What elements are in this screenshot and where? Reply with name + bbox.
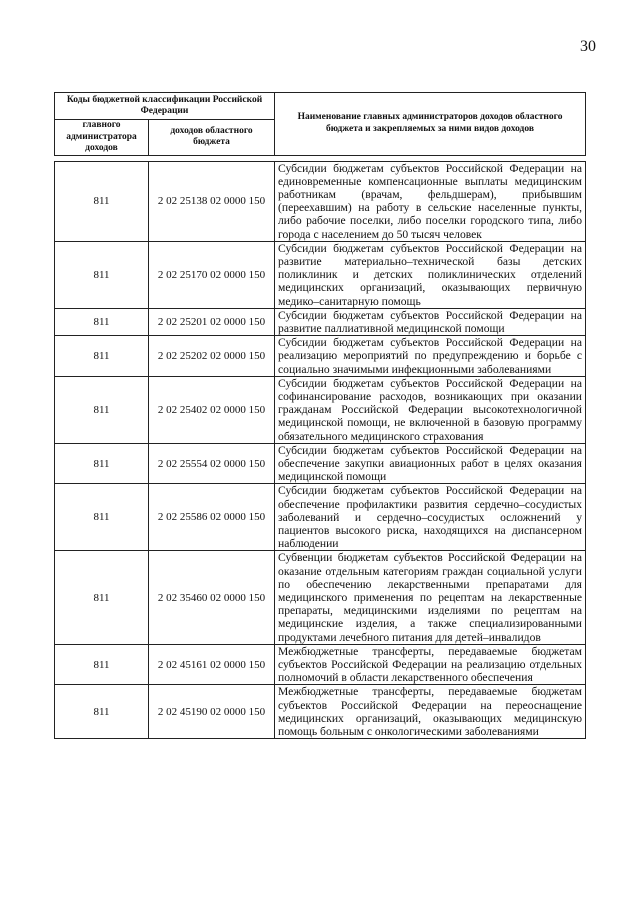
income-code-cell: 2 02 25138 02 0000 150 [149,161,275,241]
income-name-cell: Субсидии бюджетам субъектов Российской Федерации на обеспечение закупки авиационных работ в целях оказания медицинской помощи [275,443,586,484]
header-regional-income: доходов областного бюджета [149,120,275,156]
header-admin-name: Наименование главных администраторов доходов областного бюджета и закрепляемых за ними видов доходов [275,93,586,156]
table-row [55,685,586,739]
table-body [55,161,586,739]
income-code-cell: 2 02 25586 02 0000 150 [149,484,275,551]
table-row [55,161,586,241]
income-code-cell: 2 02 45161 02 0000 150 [149,644,275,685]
header-main-admin: главного администратора доходов [55,120,149,156]
admin-code-cell: 811 [55,241,149,308]
table-row [55,241,586,308]
income-code-cell: 2 02 25170 02 0000 150 [149,241,275,308]
header-codes-group: Коды бюджетной классификации Российской Федерации [55,93,275,120]
admin-code-cell: 811 [55,484,149,551]
table-row [55,484,586,551]
admin-code-cell: 811 [55,336,149,377]
income-name-cell: Субсидии бюджетам субъектов Российской Федерации на реализацию мероприятий по предупреждению и борьбе с социально значимыми инфекционными заболеваниями [275,336,586,377]
income-code-cell: 2 02 35460 02 0000 150 [149,551,275,644]
income-code-cell: 2 02 25202 02 0000 150 [149,336,275,377]
income-code-cell: 2 02 45190 02 0000 150 [149,685,275,739]
income-name-cell: Субсидии бюджетам субъектов Российской Федерации на развитие материально–технической базы детских поликлиник и детских поликлинических отделений медицинских организаций, оказывающих первичную медико–санитарную помощь [275,241,586,308]
admin-code-cell: 811 [55,551,149,644]
income-name-cell: Субвенции бюджетам субъектов Российской Федерации на оказание отдельным категориям граждан социальной услуги по обеспечению лекарственными препаратами для медицинского применения по рецептам на лекарственные препараты, медицинскими изделиями по рецептам на медицинские изделия, а также специализированными продуктами лечебного питания для детей–инвалидов [275,551,586,644]
admin-code-cell: 811 [55,161,149,241]
income-name-cell: Субсидии бюджетам субъектов Российской Федерации на развитие паллиативной медицинской помощи [275,308,586,335]
table-row [55,644,586,685]
income-name-cell: Субсидии бюджетам субъектов Российской Федерации на софинансирование расходов, возникающих при оказании гражданам Российской Федерации высокотехнологичной медицинской помощи, не включенной в базовую программу обязательного медицинского страхования [275,376,586,443]
table-row [55,551,586,644]
income-code-cell: 2 02 25402 02 0000 150 [149,376,275,443]
admin-code-cell: 811 [55,308,149,335]
table-row [55,376,586,443]
income-name-cell: Субсидии бюджетам субъектов Российской Федерации на обеспечение профилактики развития сердечно–сосудистых заболеваний и сердечно–сосудистых осложнений у пациентов высокого риска, находящихся на диспансерном наблюдении [275,484,586,551]
income-name-cell: Межбюджетные трансферты, передаваемые бюджетам субъектов Российской Федерации на реализацию отдельных полномочий в области лекарственного обеспечения [275,644,586,685]
income-code-cell: 2 02 25201 02 0000 150 [149,308,275,335]
admin-code-cell: 811 [55,685,149,739]
budget-classification-table [54,92,586,739]
income-code-cell: 2 02 25554 02 0000 150 [149,443,275,484]
admin-code-cell: 811 [55,644,149,685]
page-number: 30 [580,38,596,55]
income-name-cell: Межбюджетные трансферты, передаваемые бюджетам субъектов Российской Федерации на переоснащение медицинских организаций, оказывающих медицинскую помощь больным с онкологическими заболеваниями [275,685,586,739]
table-row [55,443,586,484]
income-name-cell: Субсидии бюджетам субъектов Российской Федерации на единовременные компенсационные выплаты медицинским работникам (врачам, фельдшерам), прибывшим (переехавшим) на работу в сельские населенные пункты, либо рабочие поселки, либо поселки городского типа, либо города с населением до 50 тысяч человек [275,161,586,241]
table-row [55,308,586,335]
admin-code-cell: 811 [55,376,149,443]
table-row [55,336,586,377]
admin-code-cell: 811 [55,443,149,484]
